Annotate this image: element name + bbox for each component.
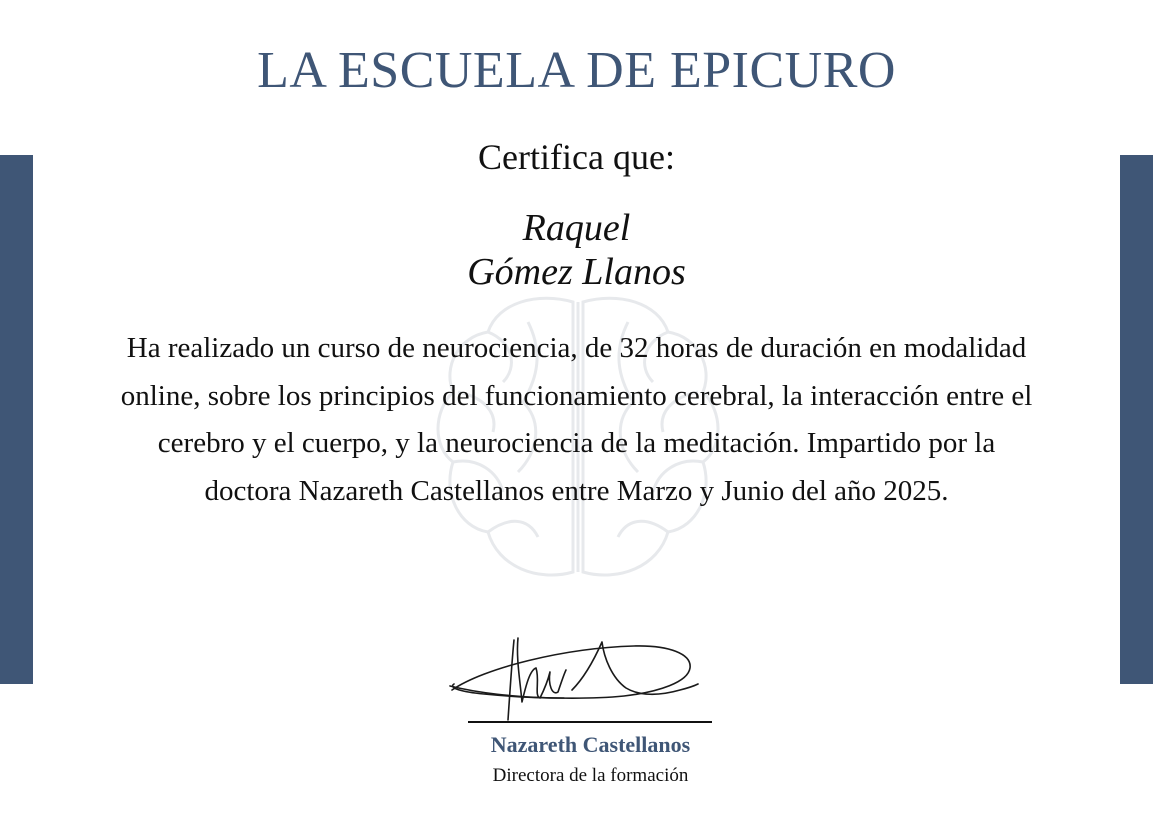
- recipient-first-name: Raquel: [522, 207, 631, 249]
- handwritten-signature: [444, 630, 704, 730]
- certifies-label: Certifica que:: [478, 137, 675, 177]
- school-title: LA ESCUELA DE EPICURO: [257, 42, 896, 99]
- signatory-role: Directora de la formación: [492, 765, 689, 786]
- recipient-last-name: Gómez Llanos: [467, 251, 686, 293]
- signatory-name: Nazareth Castellanos: [490, 732, 691, 757]
- signature-line: [468, 721, 712, 723]
- certificate-body: Ha realizado un curso de neurociencia, de 32 horas de duración en modalidad online, sobre los principios del funcionamiento cerebral, la interacción entre el cerebro y el cuerpo, y la neurociencia de la meditación. Impartido por la doctora Nazareth Castellanos entre Marzo y Junio del año 2025.: [120, 332, 1033, 507]
- recipient-name: [0, 206, 1153, 294]
